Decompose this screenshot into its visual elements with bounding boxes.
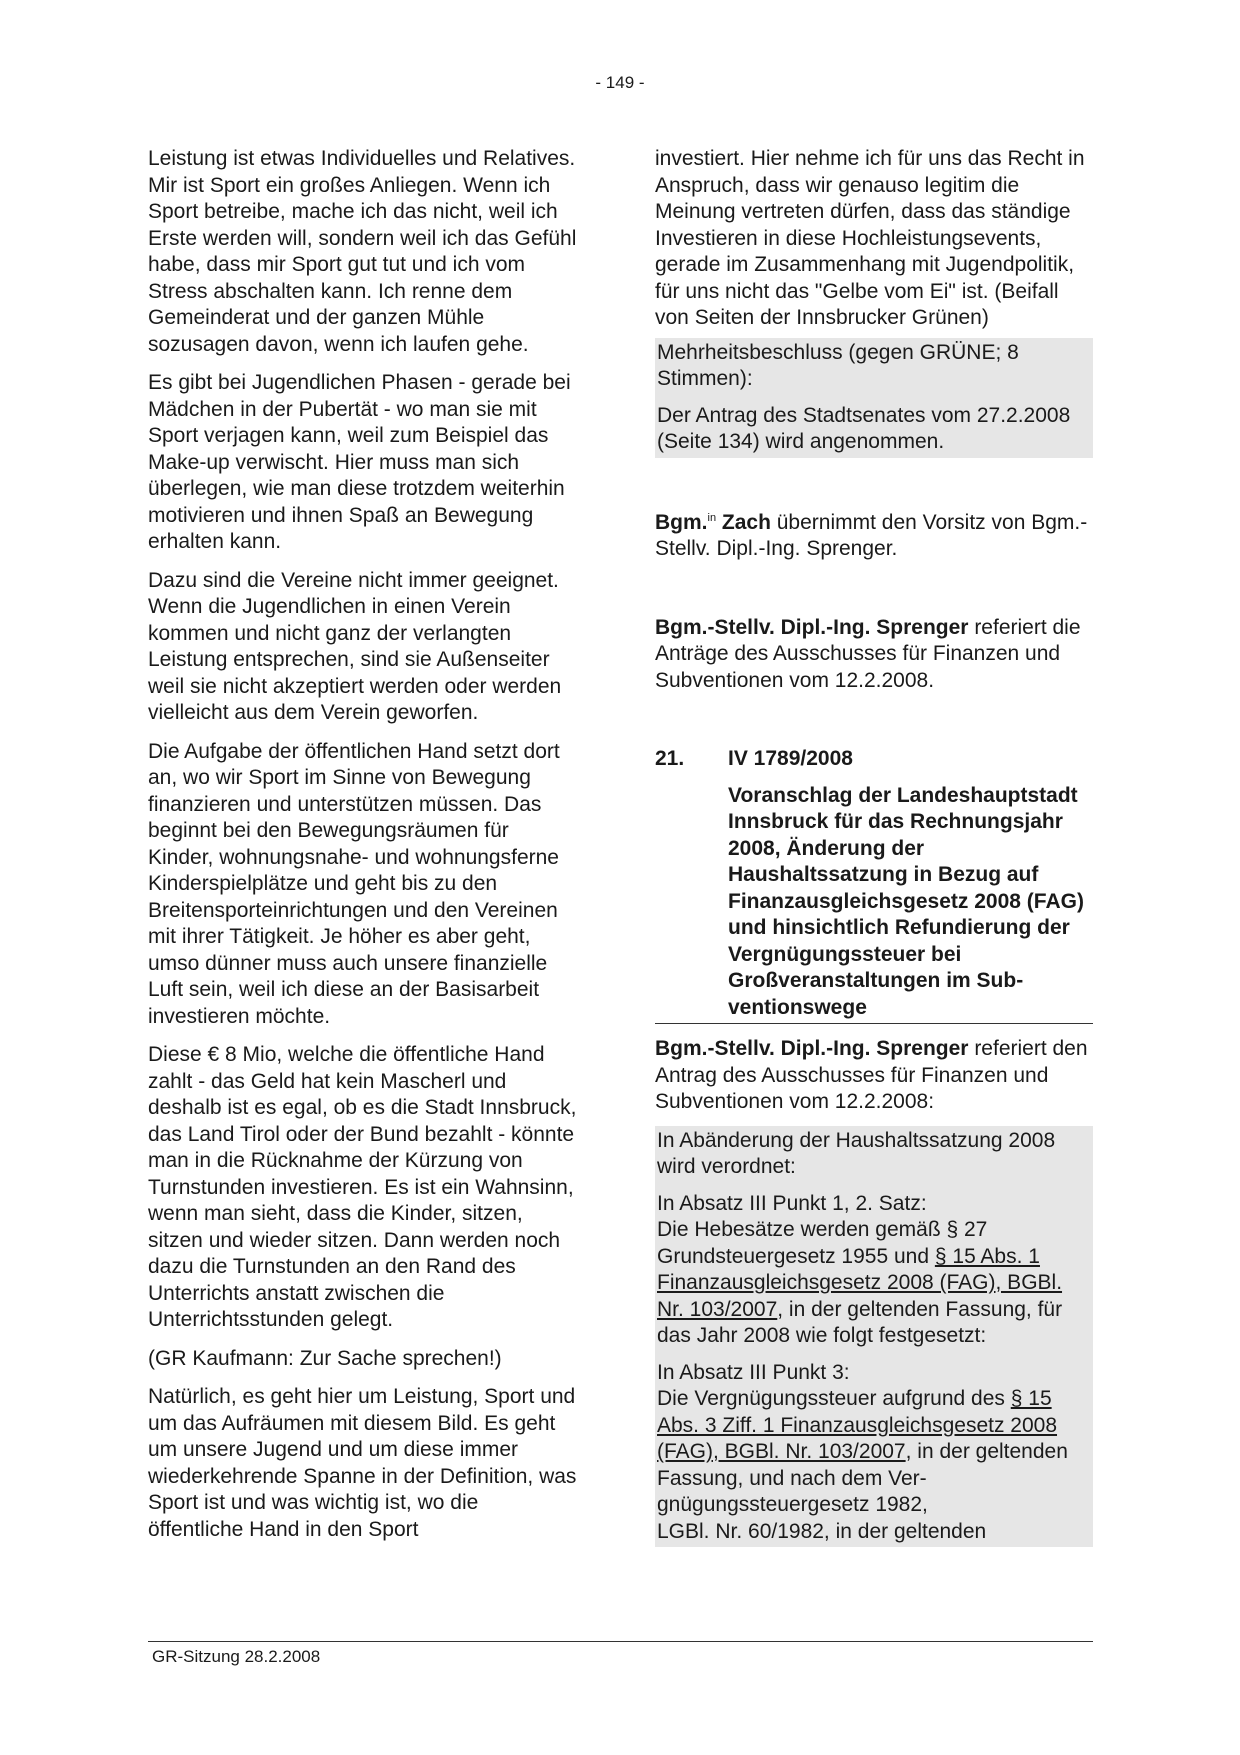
superscript: in — [707, 511, 717, 524]
motion-paragraph: In Abänderung der Haushaltssatzung 2008 wird verordnet: — [657, 1128, 1056, 1178]
page-number: - 149 - — [595, 73, 645, 92]
decision-box — [655, 338, 1093, 458]
decision-result: Mehrheitsbeschluss (gegen GRÜNE; 8 Stimmen): — [657, 340, 1019, 390]
speaker-name: Zach — [716, 510, 771, 534]
motion-text: Die Vergnügungssteuer aufgrund des — [657, 1387, 1011, 1410]
report-text: referiert die Anträge des Ausschusses für Finanzen und Subventionen vom 12.2.2008. — [655, 615, 1081, 692]
speaker-title: Bgm. — [655, 510, 708, 534]
report-text: referiert den Antrag des Ausschusses für Finanzen und Subventionen vom 12.2.2008: — [655, 1037, 1088, 1113]
motion-paragraph — [657, 1360, 1091, 1546]
left-column — [148, 146, 578, 1555]
paragraph: Die Aufgabe der öffentlichen Hand setzt dort an, wo wir Sport im Sinne von Bewegung finanzieren und unterstützen müssen. Das beginnt bei den Bewegungsräumen für Kinder, wohnungsnahe- und wohnungsferne Kinderspielplätze und geht bis zu den Breitensporteinrichtungen und den Vereinen mit ihrer Tätigkeit. Je höher es aber geht, umso dünner muss auch unsere finanzielle Luft sein, weil ich diese an der Basisarbeit investieren möchte. — [148, 739, 560, 1028]
paragraph: Leistung ist etwas Individuelles und Relatives. Mir ist Sport ein großes Anliegen. Wenn ich Sport betreibe, mache ich das nicht, weil ich Erste werden will, sondern weil ich das Gefühl habe, dass mir Sport gut tut und ich vom Stress abschalten kann. Ich renne dem Gemeinderat und der ganzen Mühle sozusagen davon, wenn ich laufen gehe. — [148, 147, 577, 356]
motion-text: , in der geltenden Fassung, und nach dem Vergnügungssteuergesetz 1982, — [657, 1440, 1068, 1516]
paragraph: investiert. Hier nehme ich für uns das Recht in Anspruch, dass wir genauso legitim die Meinung vertreten dürfen, dass das ständige Investieren in diese Hochleistungsevents, gerade im Zusammenhang mit Jugendpolitik, für uns nicht das "Gelbe vom Ei" ist. (Beifall von Seiten der Innsbrucker Grünen) — [655, 147, 1085, 329]
agenda-item-head — [655, 746, 1093, 773]
agenda-item-number: 21. — [655, 747, 685, 770]
motion-text: LGBl. Nr. 60/1982, in der geltenden — [657, 1519, 987, 1543]
paragraph: Diese € 8 Mio, welche die öffentliche Hand zahlt - das Geld hat kein Mascherl und deshalb ist es egal, ob es die Stadt Innsbruck, das Land Tirol oder der Bund bezahlt - könnte man in die Rücknahme der Kürzung von Turnstunden investieren. Es ist ein Wahnsinn, wenn man sieht, dass die Kinder, sitzen, sitzen und wieder sitzen. Dann werden noch dazu die Turnstunden an den Rand des Unterrichts anstatt zwischen die Unterrichtsstunden gelegt. — [148, 1043, 577, 1331]
motion-heading: In Absatz III Punkt 3: — [657, 1360, 850, 1384]
interjection: (GR Kaufmann: Zur Sache sprechen!) — [148, 1346, 502, 1370]
motion-text: , in der geltenden Fassung, für das Jahr 2008 wie folgt festgesetzt: — [657, 1297, 1063, 1347]
agenda-item — [655, 746, 1093, 1024]
legal-reference: § 15 Abs. 3 Ziff. 1 Finanzausgleichsgesetz 2008 (FAG), BGBl. Nr. 103/2007 — [657, 1387, 1058, 1463]
chair-text: übernimmt den Vorsitz von Bgm.-Stellv. Dipl.-Ing. Sprenger. — [655, 510, 1088, 560]
motion-box — [655, 1126, 1093, 1548]
speaker-name: Bgm.-Stellv. Dipl.-Ing. Sprenger — [655, 615, 969, 639]
right-column — [655, 146, 1093, 1547]
speaker-name: Bgm.-Stellv. Dipl.-Ing. Sprenger — [655, 1037, 969, 1060]
motion-text: Die Hebesätze werden gemäß § 27 Grundsteuergesetz 1955 und — [657, 1218, 988, 1268]
motion-paragraph — [657, 1191, 1091, 1350]
agenda-item-title: Voranschlag der Landeshauptstadt Innsbruck für das Rechnungsjahr 2008, Änderung der Haushaltssatzung in Bezug auf Finanzausgleichsgesetz 2008 (FAG) und hinsichtlich Refundierung der Vergnügungssteuer bei Großveranstaltungen im Subventionswege — [728, 783, 1084, 1019]
paragraph: Dazu sind die Vereine nicht immer geeignet. Wenn die Jugendlichen in einen Verein kommen und nicht ganz der verlangten Leistung entsprechen, sind sie Außenseiter weil sie nicht akzeptiert werden oder werden vielleicht aus dem Verein geworfen. — [148, 568, 562, 724]
footer-session-label: GR-Sitzung 28.2.2008 — [152, 1647, 321, 1666]
legal-reference: § 15 Abs. 1 Finanzausgleichsgesetz 2008 (FAG), BGBl. Nr. 103/2007 — [657, 1244, 1063, 1321]
chair-change — [655, 510, 1093, 563]
decision-text: Der Antrag des Stadtsenates vom 27.2.2008 (Seite 134) wird angenommen. — [657, 403, 1071, 453]
footer-divider — [148, 1641, 1093, 1642]
motion-heading: In Absatz III Punkt 1, 2. Satz: — [657, 1191, 927, 1215]
paragraph: Natürlich, es geht hier um Leistung, Sport und um das Aufräumen mit diesem Bild. Es geht um unsere Jugend und um diese immer wiederkehrende Spanne in der Definition, was Sport ist und was wichtig ist, wo die öffentliche Hand in den Sport — [148, 1385, 577, 1541]
report-statement — [655, 1036, 1093, 1116]
agenda-item-ref: IV 1789/2008 — [728, 747, 853, 770]
paragraph: Es gibt bei Jugendlichen Phasen - gerade bei Mädchen in der Pubertät - wo man sie mit Sport verjagen kann, weil zum Beispiel das Make-up verwischt. Hier muss man sich überlegen, wie man diese trotzdem weiterhin motivieren und ihnen Spaß an Bewegung erhalten kann. — [148, 371, 571, 553]
report-statement — [655, 615, 1093, 695]
